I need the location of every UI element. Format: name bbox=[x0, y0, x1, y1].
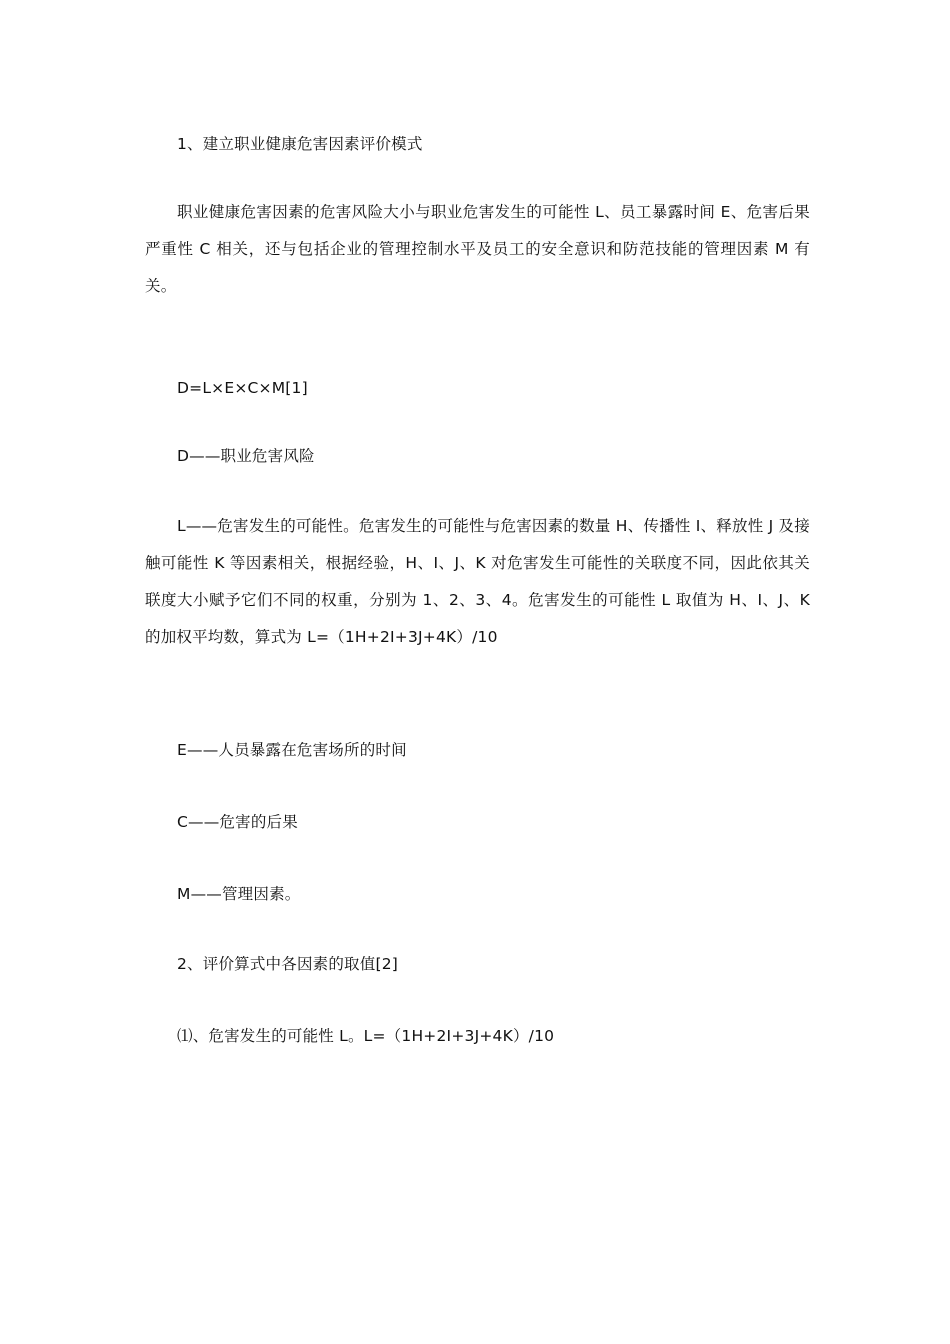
section-heading-1: 1、建立职业健康危害因素评价模式 bbox=[177, 135, 423, 153]
section-heading-2: 2、评价算式中各因素的取值[2] bbox=[177, 955, 399, 973]
definition-c: C——危害的后果 bbox=[177, 813, 298, 831]
definition-l: L——危害发生的可能性。危害发生的可能性与危害因素的数量 H、传播性 I、释放性 J 及接触可能性 K 等因素相关，根据经验，H、I、J、K 对危害发生可能性的关联度不同，因此依其关联度大小赋予它们不同的权重，分别为 1、2、3、4。危害发生的可能性 L 取值为 H、I、J、K 的加权平均数，算式为 L=（1H+2I+3J+4K）/10 bbox=[145, 517, 810, 646]
subsection-l: ⑴、危害发生的可能性 L。L=（1H+2I+3J+4K）/10 bbox=[177, 1027, 555, 1045]
definition-m: M——管理因素。 bbox=[177, 885, 301, 903]
definition-e: E——人员暴露在危害场所的时间 bbox=[177, 741, 407, 759]
formula-line: D=L×E×C×M[1] bbox=[177, 379, 308, 397]
paragraph-risk-factors: 职业健康危害因素的危害风险大小与职业危害发生的可能性 L、员工暴露时间 E、危害后果严重性 C 相关，还与包括企业的管理控制水平及员工的安全意识和防范技能的管理因素 M 有关。 bbox=[145, 203, 810, 295]
definition-d: D——职业危害风险 bbox=[177, 447, 315, 465]
